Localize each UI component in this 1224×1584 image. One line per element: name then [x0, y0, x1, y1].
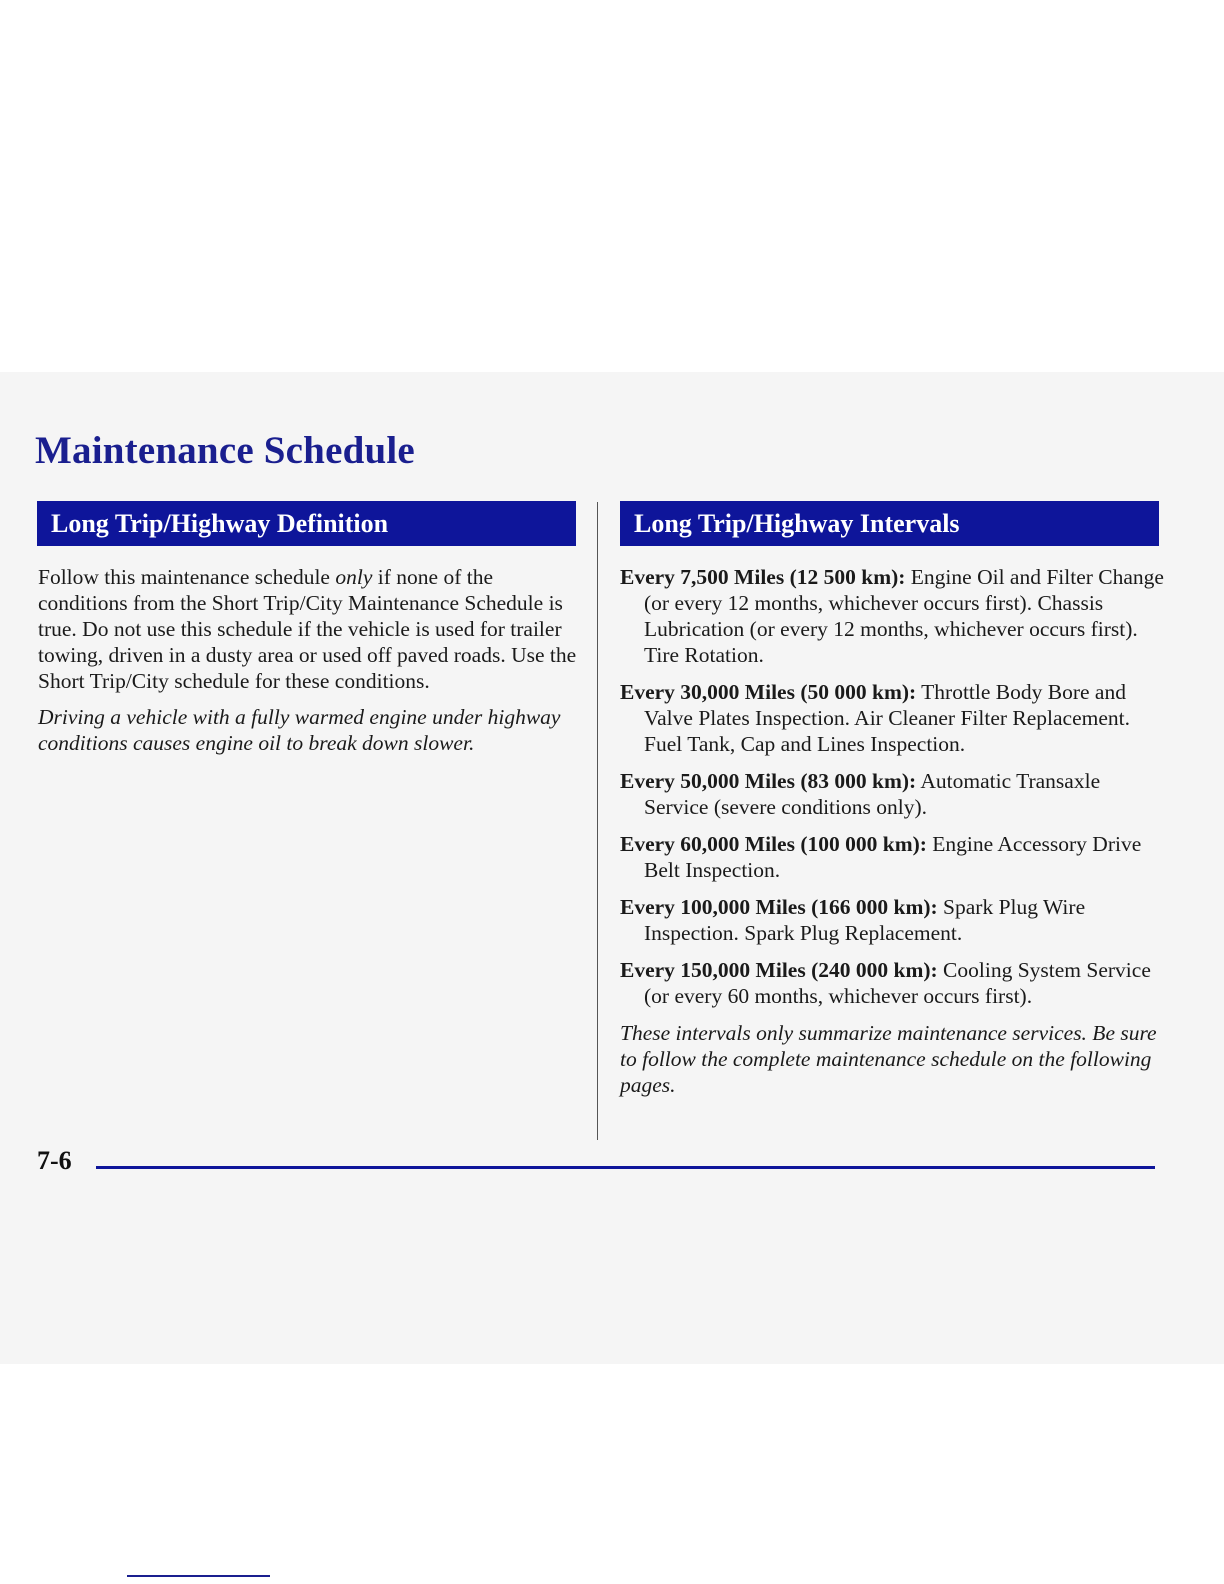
interval-label: Every 7,500 Miles (12 500 km):	[620, 565, 906, 589]
interval-label: Every 60,000 Miles (100 000 km):	[620, 832, 927, 856]
intervals-header: Long Trip/Highway Intervals	[620, 501, 1159, 546]
interval-label: Every 30,000 Miles (50 000 km):	[620, 680, 917, 704]
interval-item	[620, 768, 1165, 820]
interval-text: Spark Plug Wire Inspection. Spark Plug Replacement.	[644, 895, 1086, 945]
interval-label: Every 50,000 Miles (83 000 km):	[620, 769, 917, 793]
emphasis-only: only	[335, 565, 373, 589]
definition-header: Long Trip/Highway Definition	[37, 501, 576, 546]
column-divider	[597, 502, 598, 1140]
interval-text: Engine Accessory Drive Belt Inspection.	[644, 832, 1142, 882]
definition-paragraph: Follow this maintenance schedule only if none of the conditions from the Short Trip/City Maintenance Schedule is true. Do not use this schedule if the vehicle is used for trailer towing, driven in a dusty area or used off paved roads. Use the Short Trip/City schedule for these conditions.	[38, 565, 577, 693]
interval-item	[620, 831, 1165, 883]
intervals-section	[620, 564, 1165, 1098]
definition-note: Driving a vehicle with a fully warmed engine under highway conditions causes engine oil to break down slower.	[38, 705, 561, 755]
interval-label: Every 150,000 Miles (240 000 km):	[620, 958, 938, 982]
page-number: 7-6	[37, 1146, 72, 1175]
interval-text: Throttle Body Bore and Valve Plates Inspection. Air Cleaner Filter Replacement. Fuel Tank, Cap and Lines Inspection.	[644, 680, 1130, 756]
interval-text: Engine Oil and Filter Change (or every 12 months, whichever occurs first). Chassis Lubrication (or every 12 months, whichever occurs first). Tire Rotation.	[644, 565, 1164, 667]
interval-item	[620, 679, 1165, 757]
interval-label: Every 100,000 Miles (166 000 km):	[620, 895, 938, 919]
interval-text: Cooling System Service (or every 60 months, whichever occurs first).	[644, 958, 1151, 1008]
page-title: Maintenance Schedule	[35, 429, 415, 472]
intervals-note: These intervals only summarize maintenance services. Be sure to follow the complete maintenance schedule on the following pages.	[620, 1021, 1157, 1097]
interval-text: Automatic Transaxle Service (severe conditions only).	[644, 769, 1101, 819]
interval-item	[620, 894, 1165, 946]
definition-section	[38, 564, 578, 766]
interval-item	[620, 564, 1165, 668]
footer-rule	[96, 1166, 1155, 1169]
interval-item	[620, 957, 1165, 1009]
bottom-mark	[127, 1575, 270, 1577]
